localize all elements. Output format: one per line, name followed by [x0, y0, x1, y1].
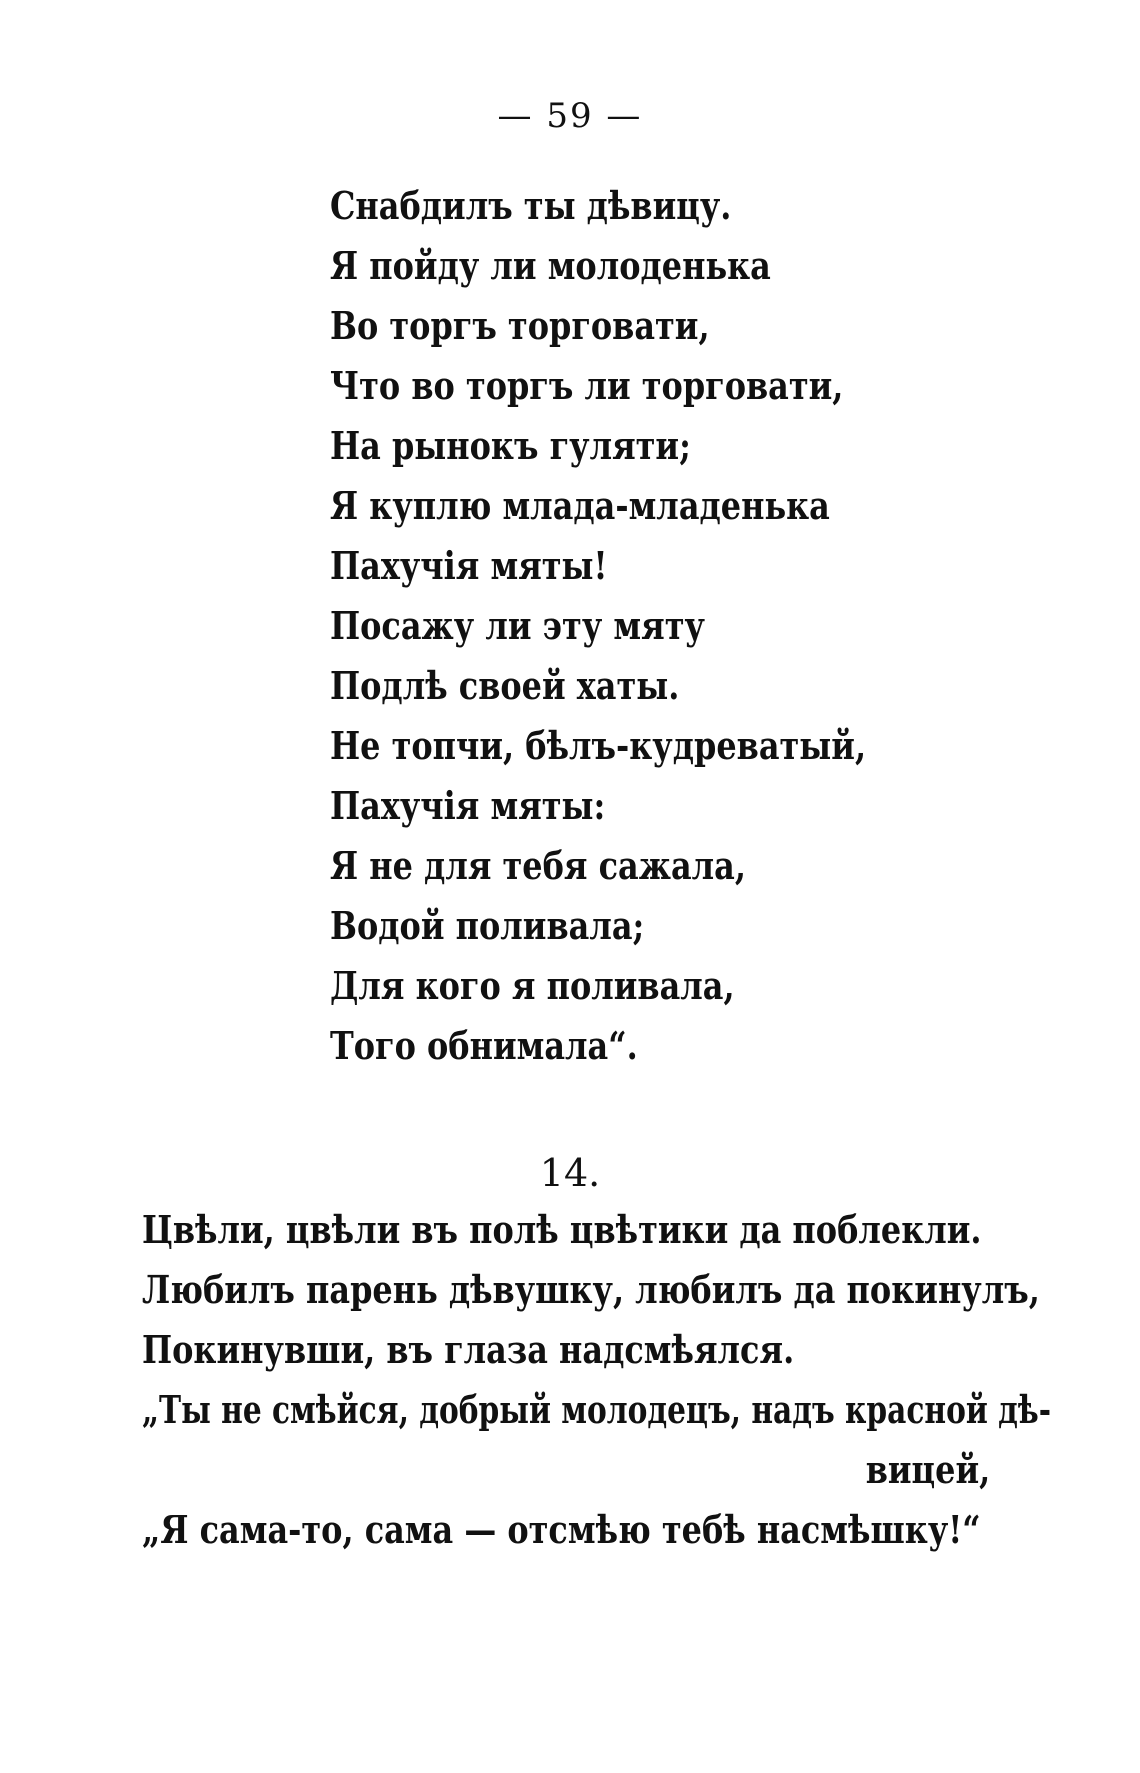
section-line: Цвѣли, цвѣли въ полѣ цвѣтики да поблекли. [142, 1207, 982, 1252]
poem-line: Во торгъ торговати, [330, 303, 710, 348]
poem-line: Посажу ли эту мяту [330, 603, 705, 648]
page-number: — 59 — [497, 96, 643, 136]
section-line: „Ты не смѣйся, добрый молодецъ, надъ красной дѣ- [142, 1387, 1052, 1432]
section-poem [142, 1200, 1052, 1560]
poem-stanza [330, 176, 890, 1076]
section-number: 14. [539, 1151, 601, 1195]
poem-line: Не топчи, бѣлъ-кудреватый, [330, 723, 867, 768]
poem-line: Водой поливала; [330, 903, 645, 948]
poem-line: Снабдилъ ты дѣвицу. [330, 183, 732, 228]
poem-line: Что во торгъ ли торговати, [330, 363, 844, 408]
section-line: Любилъ парень дѣвушку, любилъ да покинулъ, [142, 1267, 1040, 1312]
poem-line: На рынокъ гуляти; [330, 423, 691, 468]
poem-line: Подлѣ своей хаты. [330, 663, 680, 708]
poem-line: Я пойду ли молоденька [330, 243, 771, 288]
poem-line: Я куплю млада-младенька [330, 483, 830, 528]
poem-line: Я не для тебя сажала, [330, 843, 746, 888]
section-line: „Я сама-то, сама — отсмѣю тебѣ насмѣшку!“ [142, 1507, 981, 1552]
poem-line: Для кого я поливала, [330, 963, 735, 1008]
poem-line: Пахучія мяты: [330, 783, 606, 828]
section-line-continuation: вицей, [865, 1447, 991, 1492]
poem-line: Того обнимала“. [330, 1023, 638, 1068]
poem-line: Пахучія мяты! [330, 543, 608, 588]
section-line: Покинувши, въ глаза надсмѣялся. [142, 1327, 795, 1372]
